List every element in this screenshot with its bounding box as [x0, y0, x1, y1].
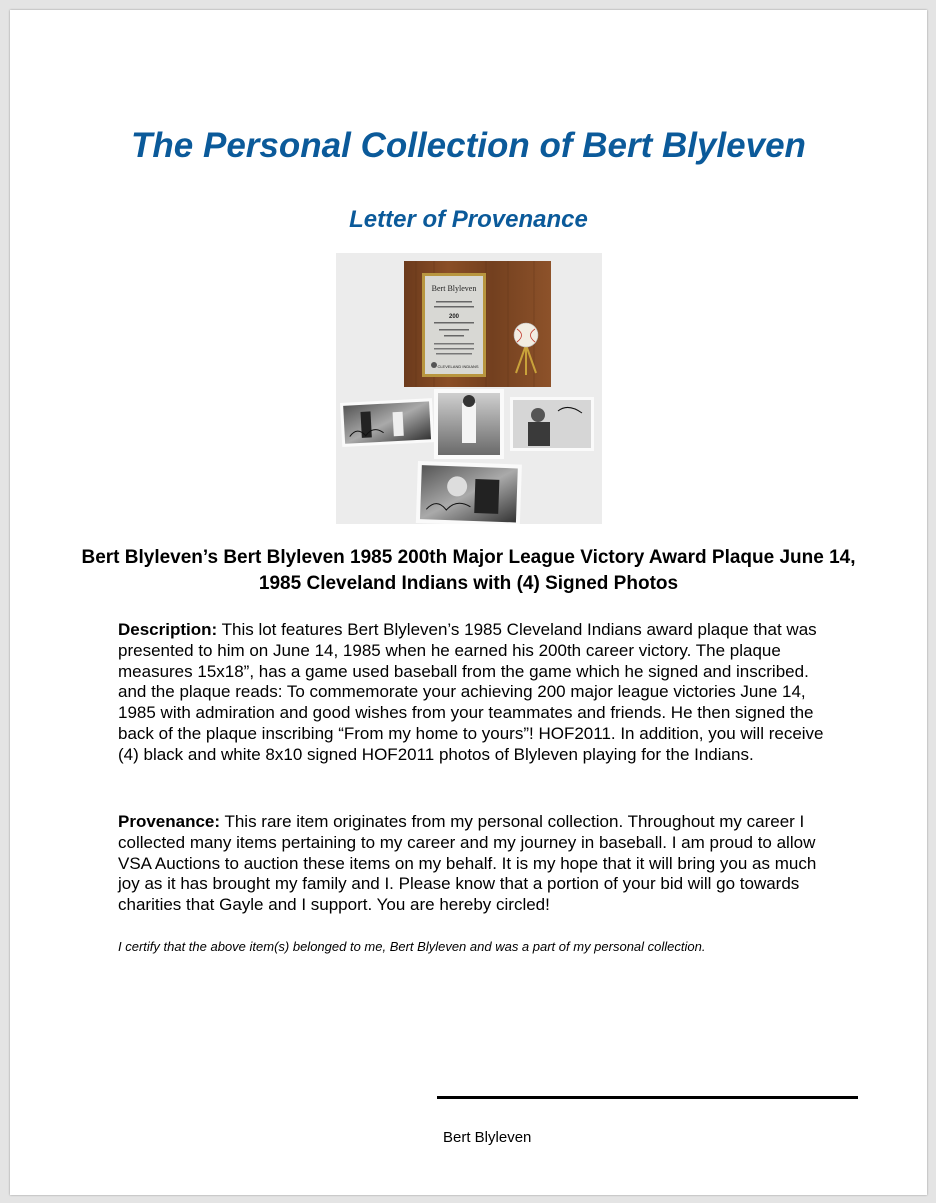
letter-page — [10, 10, 927, 1195]
plaque-team-text: CLEVELAND INDIANS — [437, 364, 479, 369]
item-photo — [336, 253, 602, 524]
page-subtitle: Letter of Provenance — [349, 206, 588, 233]
description-paragraph — [118, 620, 838, 766]
baseball-icon — [514, 323, 538, 347]
signed-photo-3 — [510, 397, 594, 451]
lot-title: Bert Blyleven’s Bert Blyleven 1985 200th Major League Victory Award Plaque June 14, 1985 Cleveland Indians with (4) Signed Photos — [81, 547, 856, 594]
signature-line — [437, 1096, 858, 1099]
description-label: Description: — [118, 620, 218, 639]
page-title: The Personal Collection of Bert Blyleven — [131, 126, 806, 165]
plaque-number-text: 200 — [448, 314, 460, 320]
signature-name: Bert Blyleven — [443, 1129, 532, 1146]
signed-photo-1 — [340, 398, 434, 447]
signed-photo-4 — [416, 461, 522, 524]
description-text: This lot features Bert Blyleven’s 1985 Cleveland Indians award plaque that was presented to him on June 14, 1985 when he earned his 200th career victory. The plaque measures 15x18”, has a game used baseball from the game which he signed and inscribed. and the plaque reads: To commemorate your achieving 200 major league victories June 14, 1985 with admiration and good wishes from your teammates and friends. He then signed the back of the plaque inscribing “From my home to yours”! HOF2011. In addition, you will receive (4) black and white 8x10 signed HOF2011 photos of Blyleven playing for the Indians. — [118, 620, 824, 764]
provenance-label: Provenance: — [118, 812, 221, 831]
provenance-text: This rare item originates from my personal collection. Throughout my career I collected many items pertaining to my career and my journey in baseball. I am proud to allow VSA Auctions to auction these items on my behalf. It is my hope that it will bring you as much joy as it has brought my family and I. Please know that a portion of your bid will go towards charities that Gayle and I support. You are hereby circled! — [118, 812, 817, 915]
plaque-name-text: Bert Blyleven — [431, 284, 477, 293]
signed-photo-2 — [434, 389, 504, 459]
plaque-and-photos-illustration — [336, 253, 602, 524]
provenance-paragraph — [118, 812, 838, 916]
certification-statement: I certify that the above item(s) belonged to me, Bert Blyleven and was a part of my personal collection. — [118, 939, 706, 954]
